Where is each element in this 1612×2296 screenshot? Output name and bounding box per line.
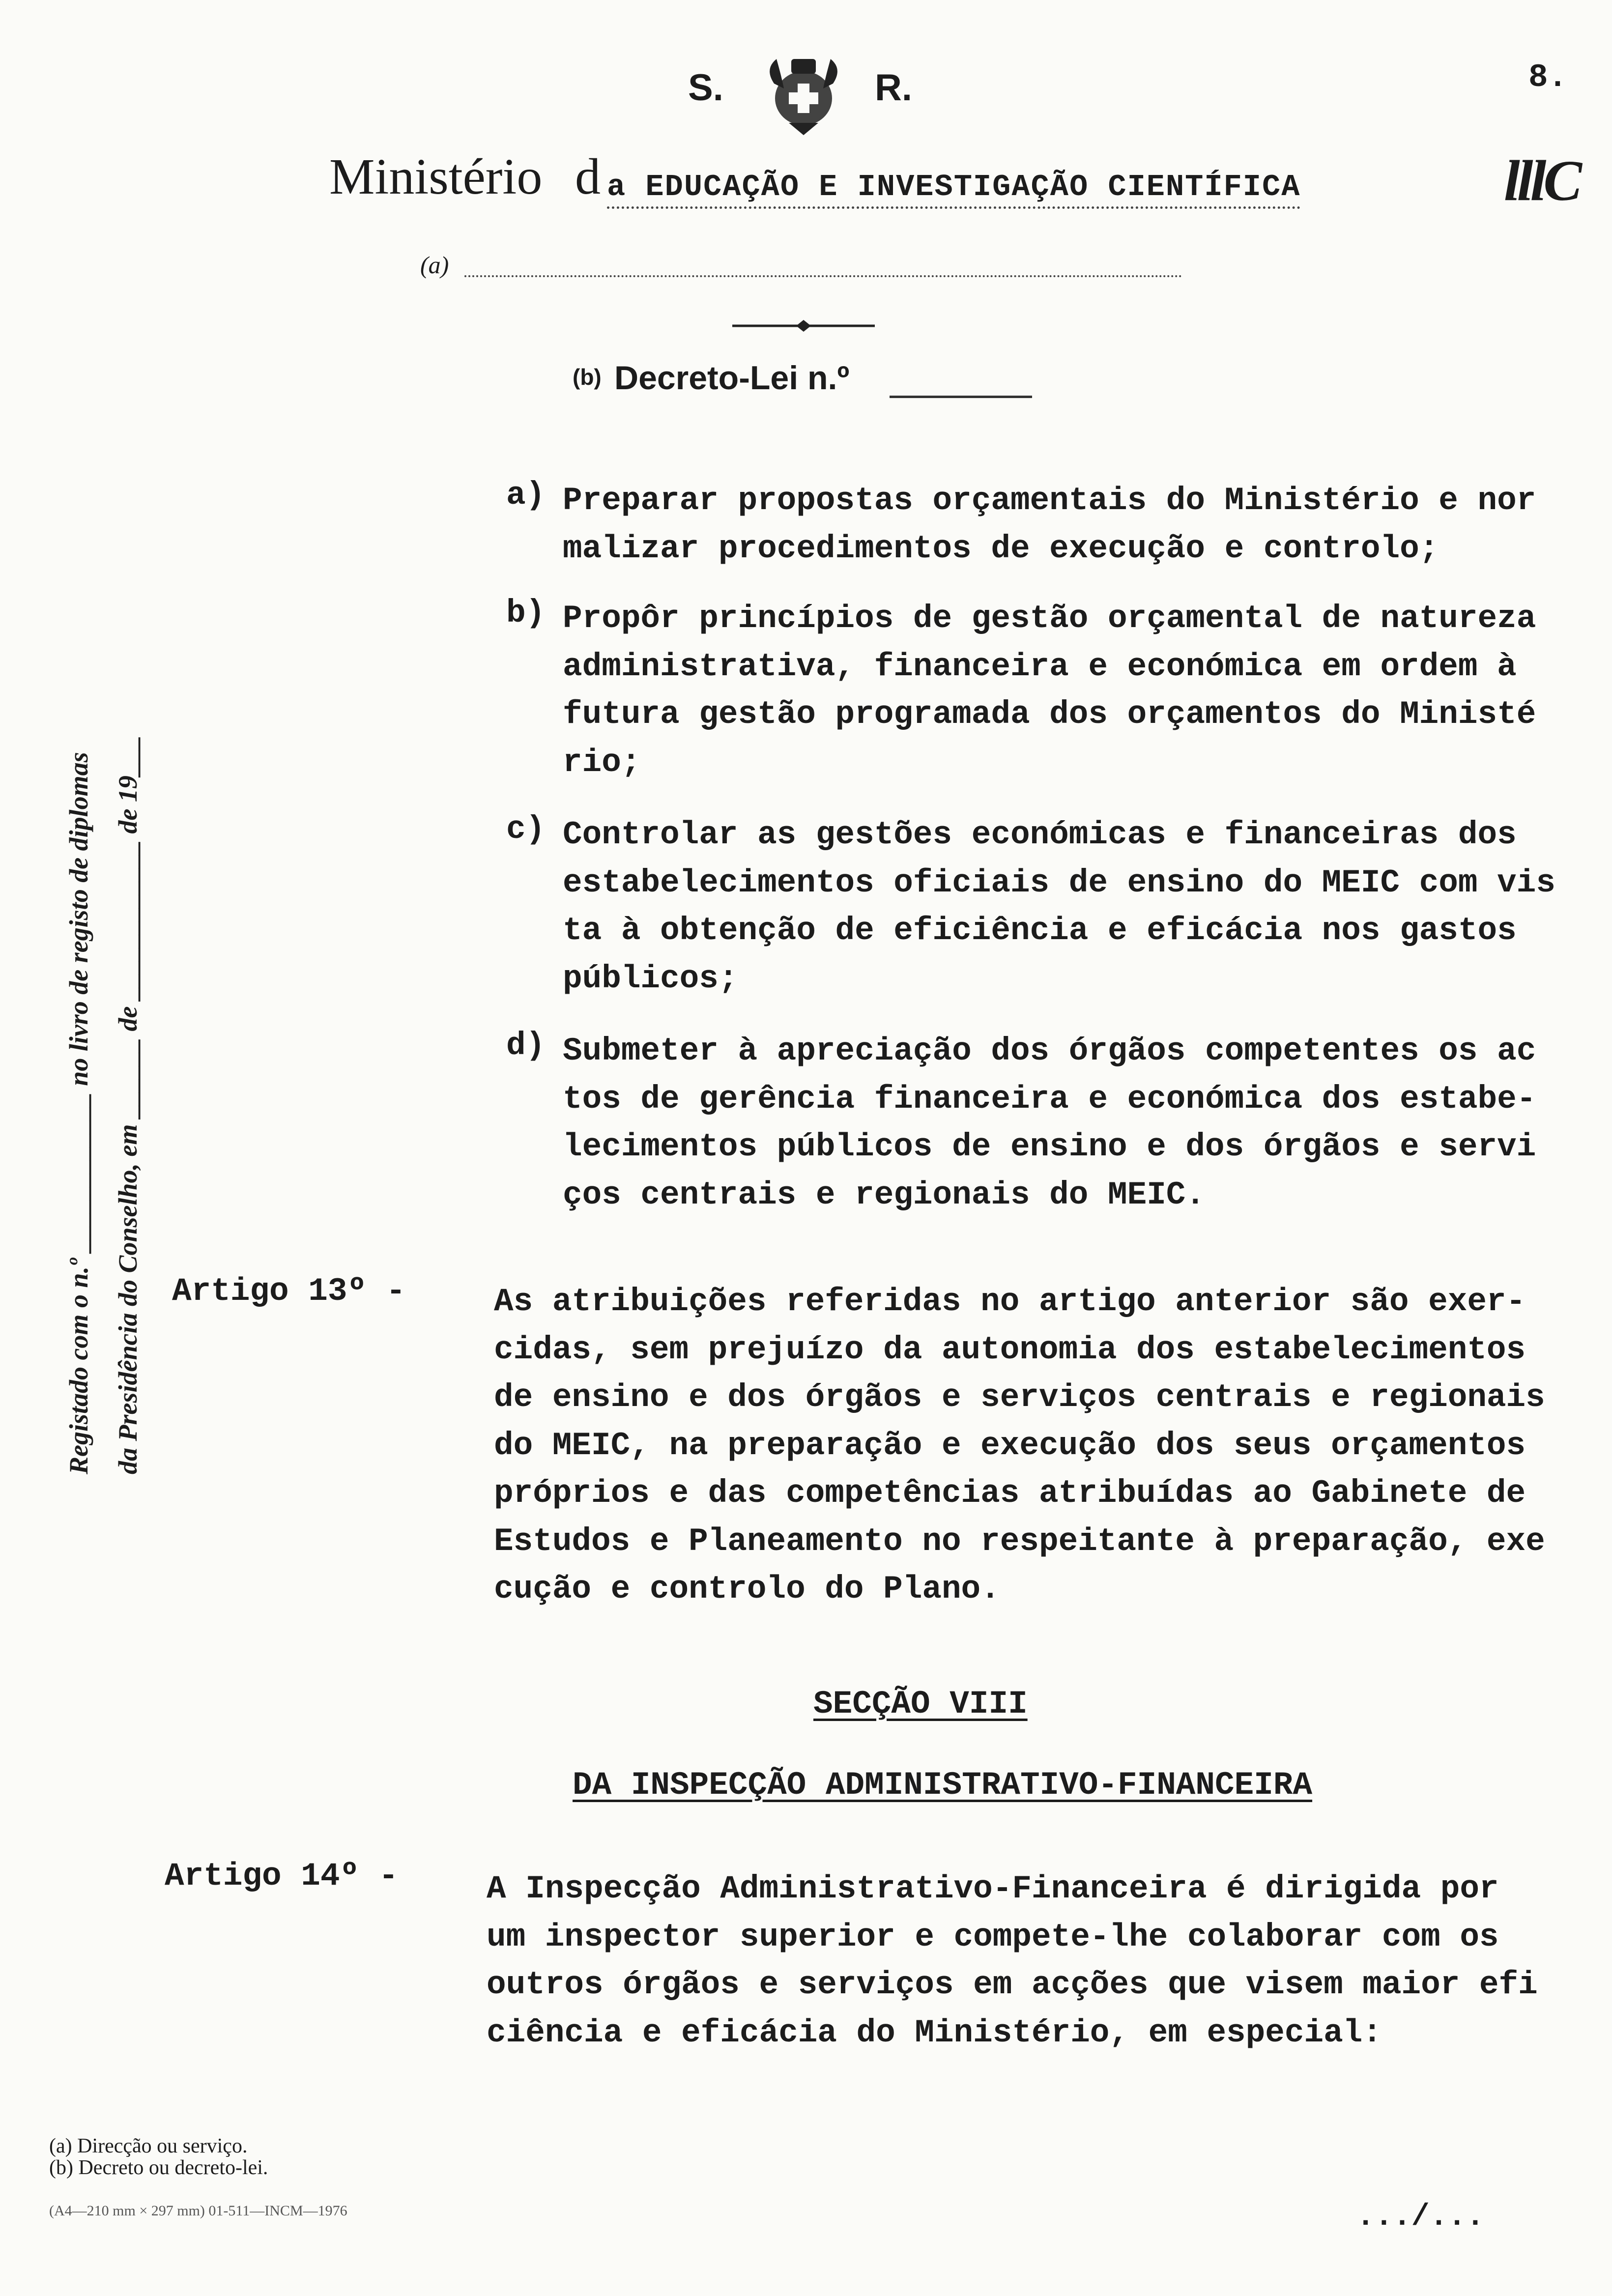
item-d-label: d) [506, 1027, 546, 1064]
ministry-name: a EDUCAÇÃO E INVESTIGAÇÃO CIENTÍFICA [607, 170, 1300, 209]
text-line: próprios e das competências atribuídas ao Gabinete de [494, 1475, 1526, 1512]
continues-marker: .../... [1356, 2199, 1485, 2234]
text-line: administrativa, financeira e económica em ordem à [563, 648, 1517, 685]
text-line: outros órgãos e serviços em acções que visem maior efi [487, 1966, 1538, 2003]
item-c-label: c) [506, 811, 546, 848]
field-a-mark: (a) [420, 251, 449, 279]
text-line: cidas, sem prejuízo da autonomia dos estabelecimentos [494, 1331, 1526, 1368]
text-line: tos de gerência financeira e económica dos estabe- [563, 1080, 1536, 1118]
field-a-line [464, 275, 1182, 277]
page-number: 8. [1528, 59, 1568, 96]
text-line: de ensino e dos órgãos e serviços centrais e regionais [494, 1379, 1545, 1416]
text-line: ços centrais e regionais do MEIC. [563, 1176, 1206, 1213]
item-a-text [563, 477, 1536, 573]
text-line: do MEIC, na preparação e execução dos seus orçamentos [494, 1427, 1526, 1464]
item-c-text [563, 811, 1555, 1003]
text-line: As atribuições referidas no artigo anterior são exer- [494, 1283, 1526, 1320]
item-b-label: b) [506, 595, 546, 631]
ministerio-d: d [575, 148, 601, 205]
coat-of-arms-icon [754, 49, 853, 135]
text-line: lecimentos públicos de ensino e dos órgãos e servi [563, 1128, 1536, 1165]
section-title: DA INSPECÇÃO ADMINISTRATIVO-FINANCEIRA [573, 1767, 1313, 1804]
header-s-letter: S. [688, 67, 723, 109]
text-line: Estudos e Planeamento no respeitante à preparação, exe [494, 1522, 1545, 1560]
margin-note-line2: da Presidência do Conselho, em ______ de ____________ de 19___ [113, 736, 143, 1474]
text-line: um inspector superior e compete-lhe colaborar com os [487, 1918, 1499, 1955]
margin-registration-note [54, 442, 162, 1474]
footnote-a: (a) Direcção ou serviço. [49, 2135, 248, 2157]
decreto-number-line [890, 396, 1032, 398]
divider-ornament [732, 318, 875, 333]
text-line: rio; [563, 744, 641, 781]
item-d-text [563, 1027, 1536, 1219]
text-line: ciência e eficácia do Ministério, em especial: [487, 2014, 1382, 2051]
text-line: malizar procedimentos de execução e controlo; [563, 530, 1439, 567]
item-b-text [563, 595, 1536, 786]
print-code: (A4—210 mm × 297 mm) 01-511—INCM—1976 [49, 2203, 347, 2219]
margin-note-line1: Registado com o n.º ____________ no livro de registo de diplomas [64, 752, 93, 1474]
ministerio-label: Ministério [329, 148, 543, 205]
text-line: futura gestão programada dos orçamentos do Ministé [563, 696, 1536, 733]
artigo-13-label: Artigo 13º - [172, 1273, 406, 1310]
text-line: ta à obtenção de eficiência e eficácia nos gastos [563, 912, 1517, 949]
text-line: Propôr princípios de gestão orçamental de natureza [563, 600, 1536, 637]
header-r-letter: R. [875, 67, 912, 109]
text-line: estabelecimentos oficiais de ensino do MEIC com vis [563, 864, 1555, 901]
artigo-13-text [494, 1278, 1545, 1613]
text-line: Controlar as gestões económicas e financeiras dos [563, 816, 1517, 853]
text-line: cução e controlo do Plano. [494, 1571, 1000, 1607]
text-line: Submeter à apreciação dos órgãos competentes os ac [563, 1033, 1536, 1069]
item-a-label: a) [506, 477, 546, 514]
footnotes [49, 2135, 268, 2179]
field-b-mark: (b) [573, 364, 602, 390]
handwritten-initials: lllC [1504, 148, 1580, 213]
text-line: A Inspecção Administrativo-Financeira é dirigida por [487, 1870, 1499, 1907]
section-number: SECÇÃO VIII [813, 1686, 1028, 1722]
text-line: públicos; [563, 960, 738, 997]
decreto-label: Decreto-Lei n.º [614, 359, 850, 397]
footnote-b: (b) Decreto ou decreto-lei. [49, 2156, 268, 2179]
artigo-14-text [487, 1865, 1538, 2057]
artigo-14-label: Artigo 14º - [165, 1858, 399, 1894]
text-line: Preparar propostas orçamentais do Ministério e nor [563, 482, 1536, 519]
